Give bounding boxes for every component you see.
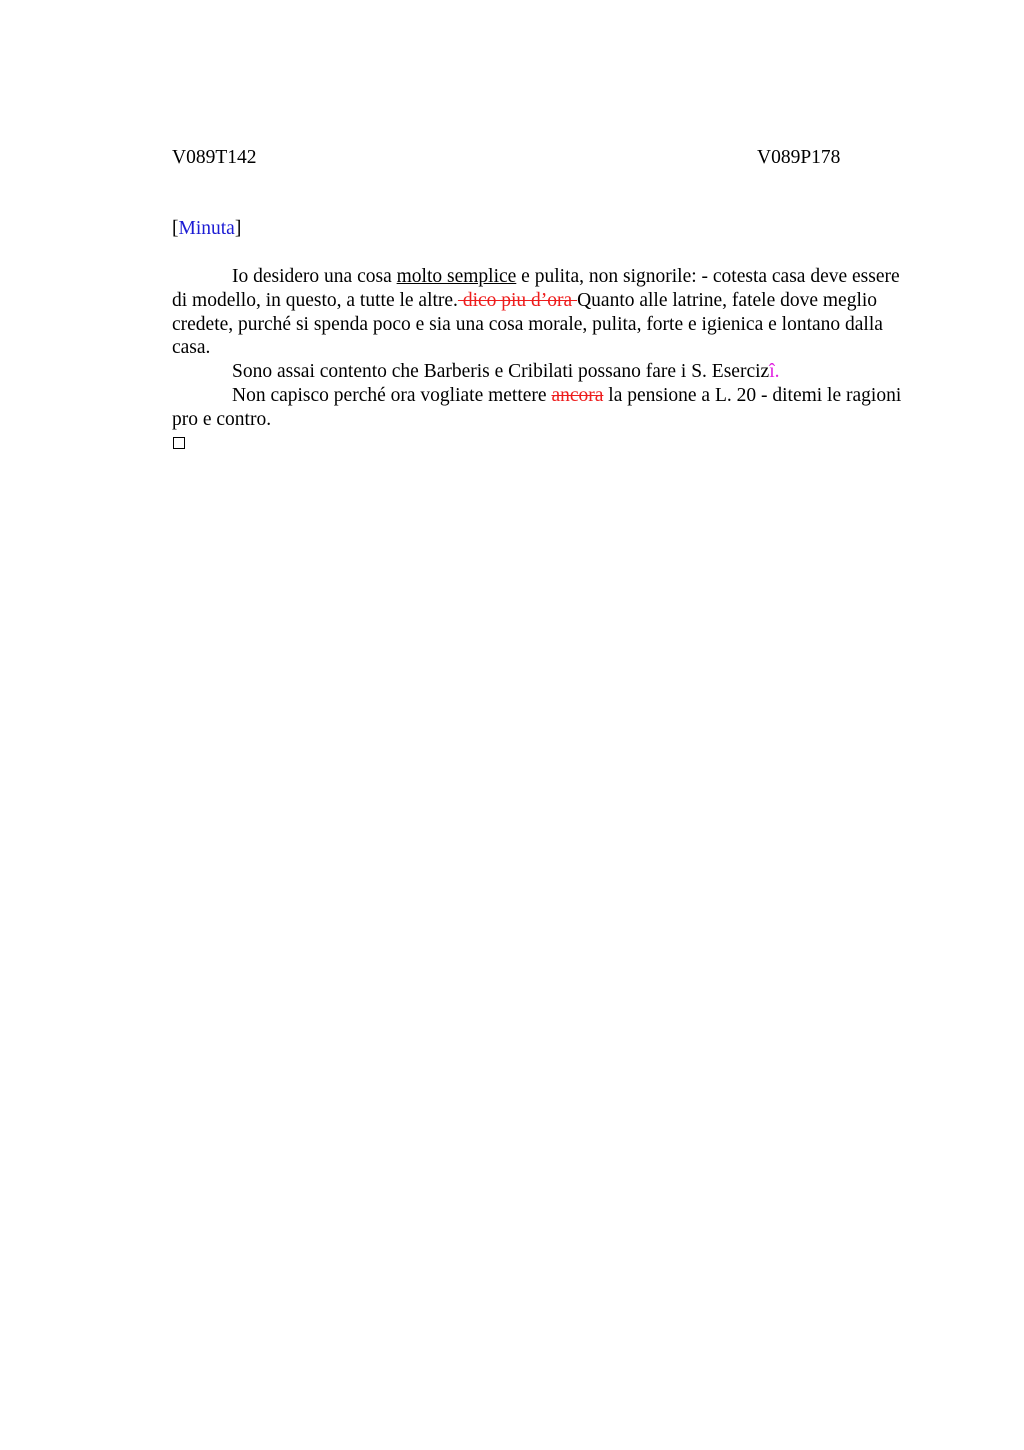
label-close-bracket: ]	[234, 218, 242, 239]
paragraph-2-text: Sono assai contento che Barberis e Cribilati possano fare i S. Eserciz	[232, 361, 770, 383]
deleted-word: ancora	[551, 384, 604, 406]
underlined-phrase: molto semplice	[396, 266, 517, 287]
label-word: Minuta	[178, 218, 235, 239]
end-of-text-square-icon	[173, 437, 185, 449]
paragraph-1-text-c: Quanto alle latrine, fatele dove meglio credete, purché si spenda poco e sia una cosa morale, pulita, forte e igienica e lontano dalla casa.	[172, 289, 883, 359]
paragraph-1-text-b: e pulita, non signorile: - cotesta casa deve essere di modello, in questo, a tutte le altre.	[172, 266, 900, 311]
paragraph-3-text-a: Non capisco perché ora vogliate mettere	[232, 384, 552, 406]
document-code-right: V089P178	[757, 147, 841, 168]
inserted-accent: î.	[769, 361, 780, 383]
paragraph-2	[172, 360, 914, 384]
section-label	[172, 217, 241, 241]
label-open-bracket: [	[172, 218, 179, 239]
paragraph-3	[172, 384, 914, 432]
paragraph-3-text-b: la pensione a L. 20 - ditemi le ragioni pro e contro.	[172, 384, 902, 430]
document-page	[172, 0, 914, 1450]
paragraph-1	[172, 265, 914, 360]
paragraph-1-text-a: Io desidero una cosa	[232, 266, 397, 287]
letter-body	[172, 265, 914, 432]
document-code-left: V089T142	[172, 147, 257, 168]
deleted-phrase: dico piu d’ora	[457, 289, 578, 311]
